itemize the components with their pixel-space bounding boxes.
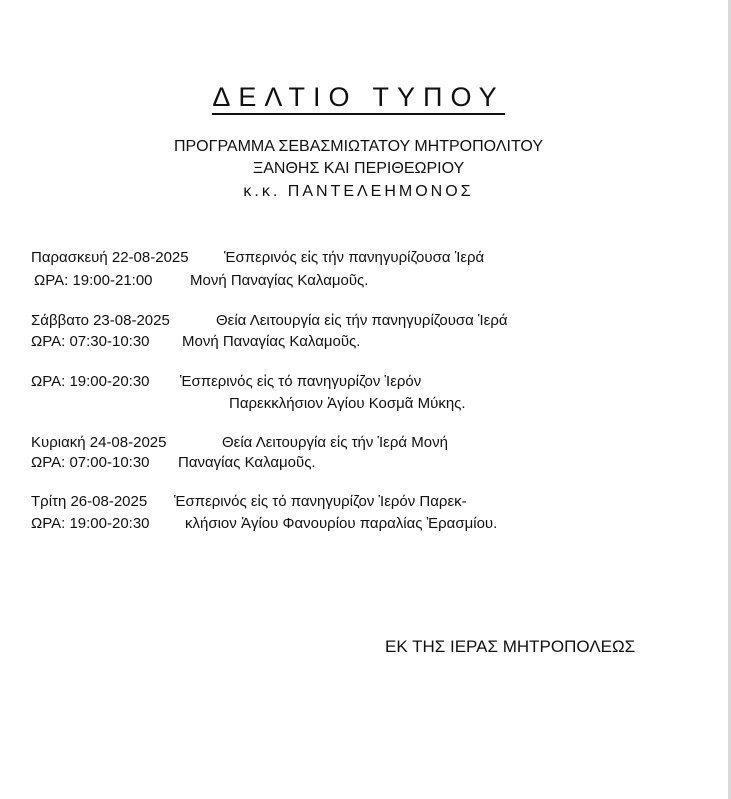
schedule-desc: κλήσιον Ἁγίου Φανουρίου παραλίας Ἐρασμίου. [185,515,498,532]
schedule-desc: Παναγίας Καλαμοῦς. [178,454,316,471]
schedule-desc: Ἑσπερινός εἰς τήν πανηγυρίζουσα Ἱερά [224,249,485,266]
footer-signature: ΕΚ ΤΗΣ ΙΕΡΑΣ ΜΗΤΡΟΠΟΛΕΩΣ [385,637,636,656]
schedule-time: ΩΡΑ: 07:00-10:30 [31,454,150,471]
schedule-day: Σάββατο 23-08-2025 [31,312,170,329]
schedule-time: ΩΡΑ: 19:00-21:00 [34,272,153,289]
subtitle-line-1: ΠΡΟΓΡΑΜΜΑ ΣΕΒΑΣΜΙΩΤΑΤΟΥ ΜΗΤΡΟΠΟΛΙΤΟΥ [173,138,544,155]
schedule-desc: Θεία Λειτουργία εἰς τήν πανηγυρίζουσα Ἱερά [216,312,508,329]
page-title: ΔΕΛΤΙΟ ΤΥΠΟΥ [0,82,717,113]
schedule-desc: Μονή Παναγίας Καλαμοῦς. [190,272,369,289]
schedule-desc: Θεία Λειτουργία εἰς τήν Ἱερά Μονή [222,434,448,451]
subtitle-line-3: κ.κ. ΠΑΝΤΕΛΕΗΜΟΝΟΣ [243,183,474,200]
schedule-time: ΩΡΑ: 19:00-20:30 [31,515,150,532]
schedule-day: Κυριακή 24-08-2025 [31,434,167,451]
schedule-desc: Ἑσπερινός εἰς τό πανηγυρίζον Ἱερόν Παρεκ- [174,493,467,510]
subtitle-line-2: ΞΑΝΘΗΣ ΚΑΙ ΠΕΡΙΘΕΩΡΙΟΥ [252,160,465,177]
schedule-desc: Μονή Παναγίας Καλαμοῦς. [182,333,361,350]
schedule-desc: Ἑσπερινός εἰς τό πανηγυρίζον Ἱερόν [180,373,422,390]
schedule-time: ΩΡΑ: 07:30-10:30 [31,333,150,350]
schedule-desc: Παρεκκλήσιον Ἁγίου Κοσμᾶ Μύκης. [229,395,466,412]
schedule-day: Τρίτη 26-08-2025 [31,493,148,510]
schedule-time: ΩΡΑ: 19:00-20:30 [31,373,150,390]
schedule-day: Παρασκευή 22-08-2025 [31,249,189,266]
